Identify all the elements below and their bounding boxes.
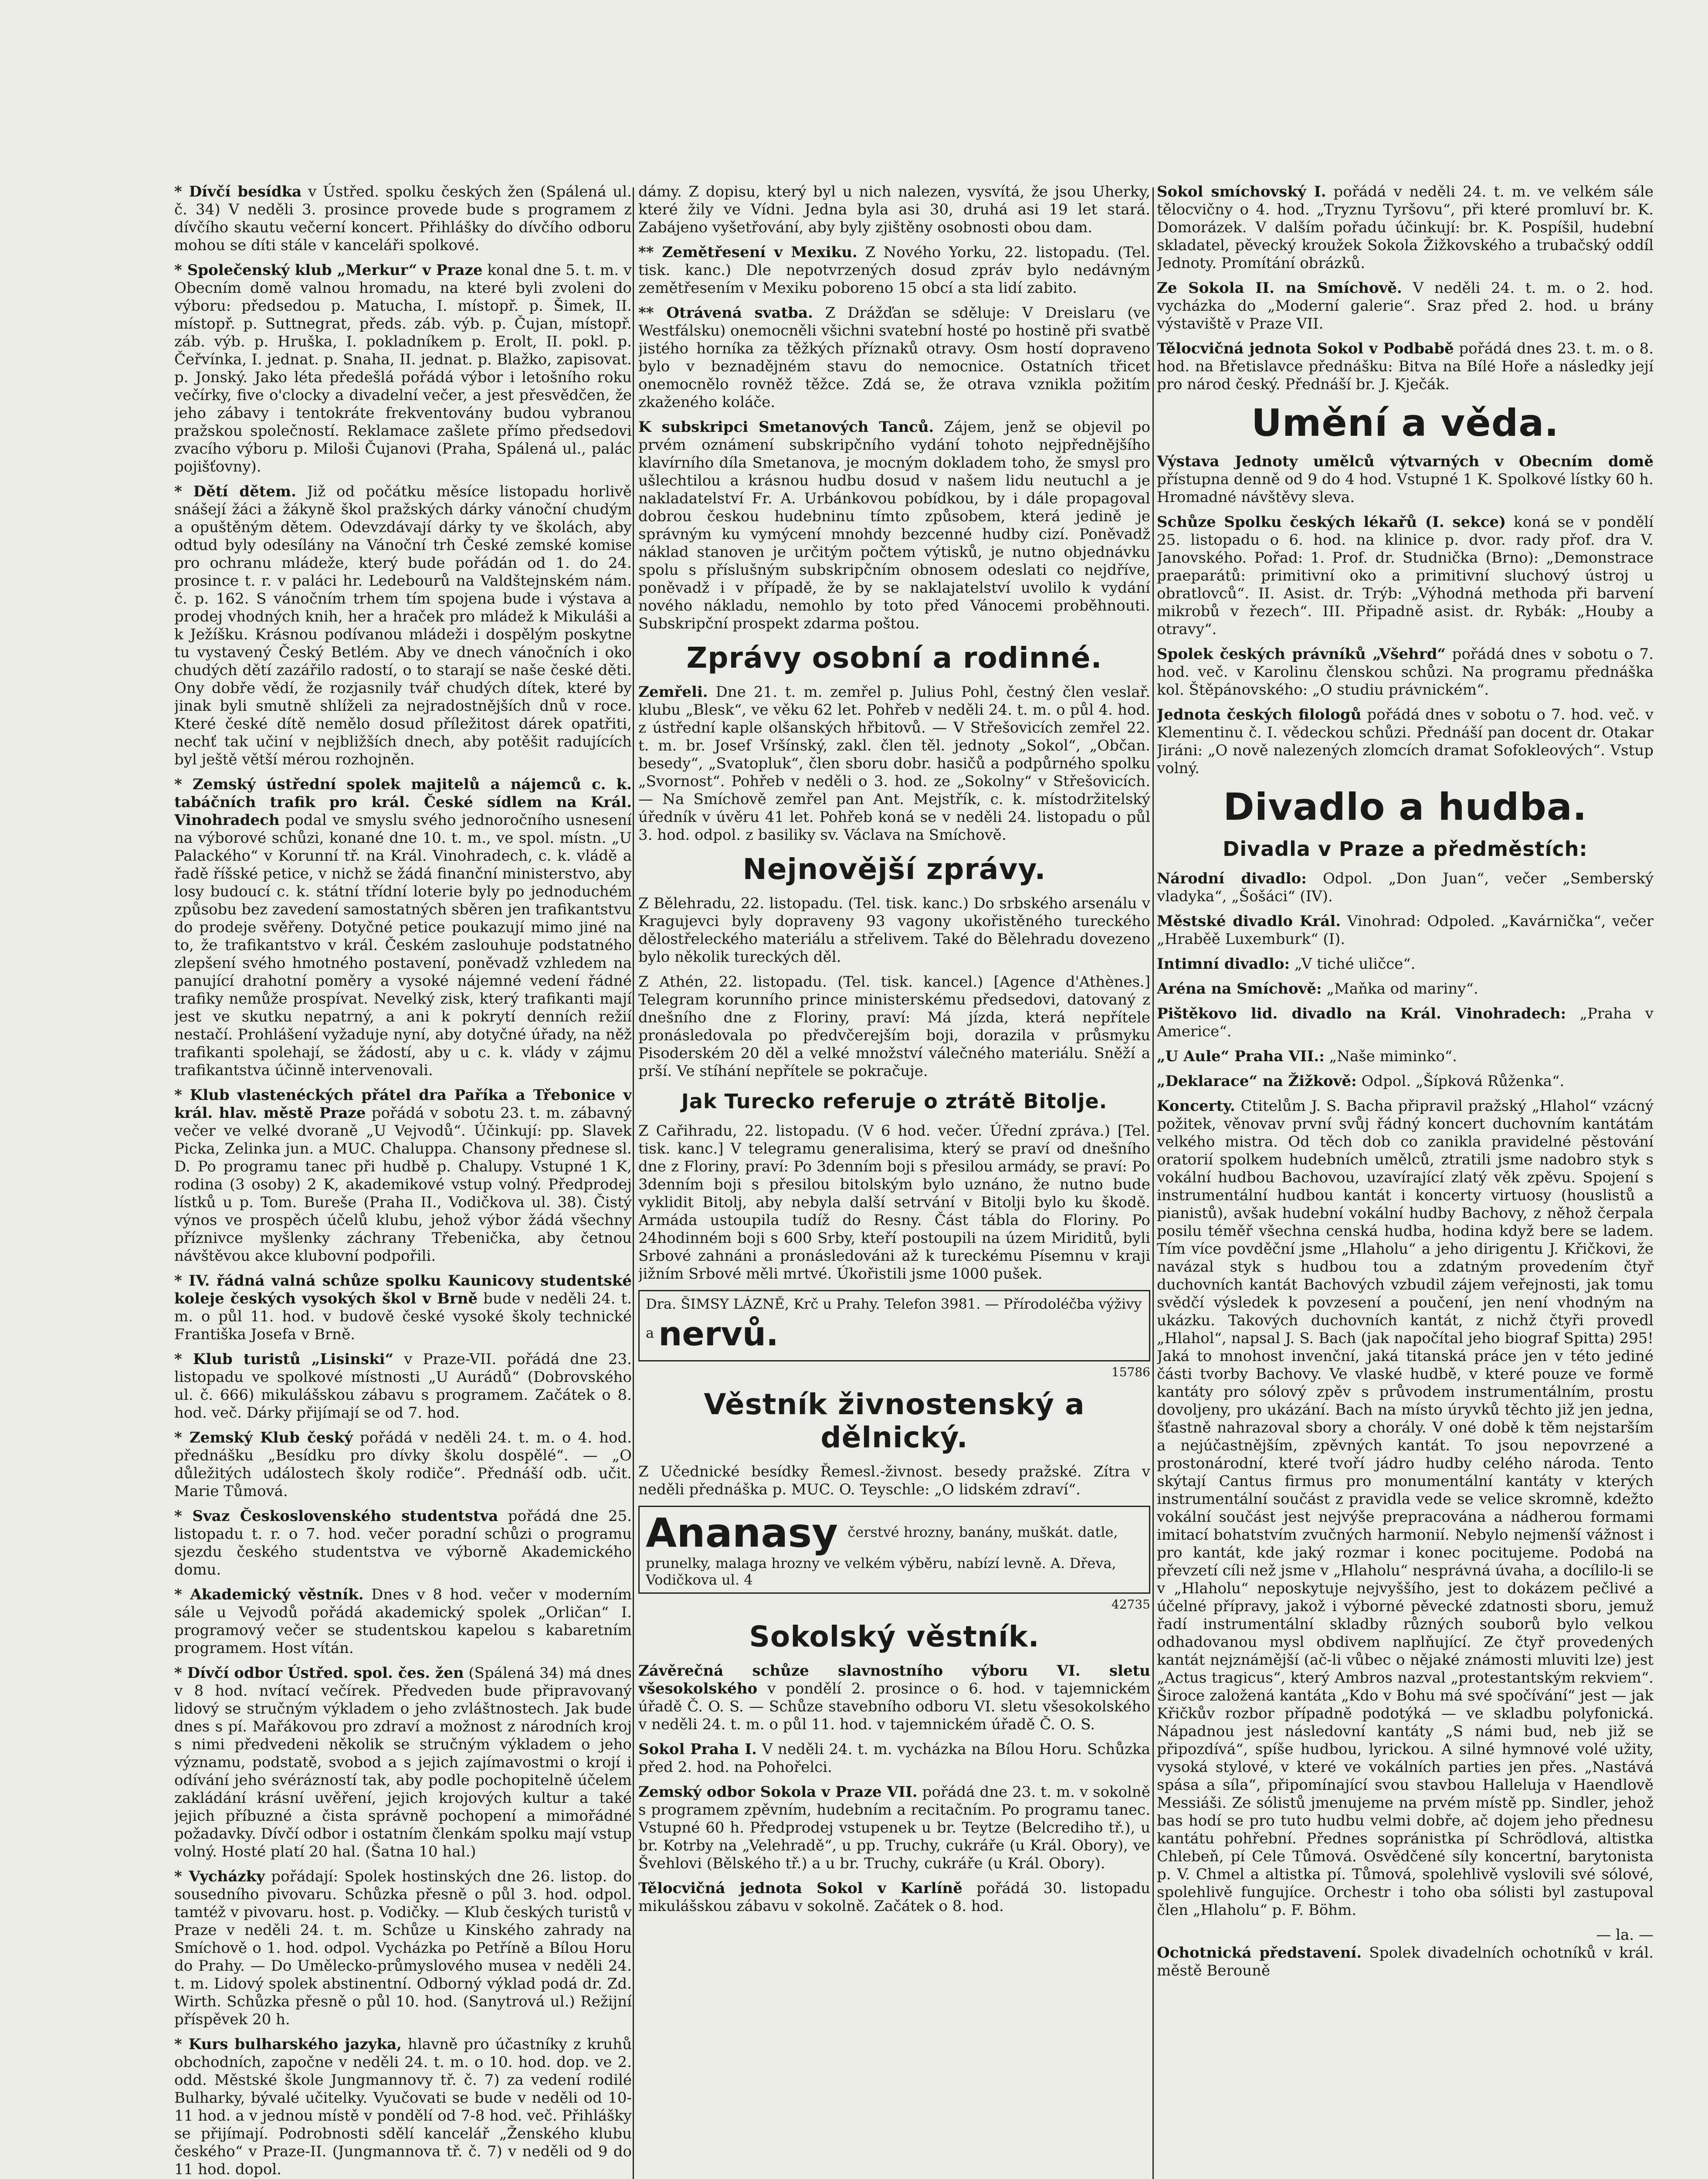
news-item-text: Vinohrad: Odpoled. „Kavárnička“, večer „Hraběě Luxemburk“ (I).: [1157, 913, 1654, 948]
news-item: [1157, 279, 1654, 333]
section-heading-turkey: Jak Turecko referuje o ztrátě Bitolje.: [681, 1090, 1108, 1113]
news-item-text: Z Bělehradu, 22. listopadu. (Tel. tisk. kanc.) Do srbského arsenálu v Kragujevci byly dopraveny 93 vagony ukořistěného tureckého dělostřeleckého materiálu a střelivem. Také do Bělehradu dovezeno bylo několik tureckých děl.: [638, 895, 1150, 966]
news-item: [1157, 340, 1654, 394]
news-item-text: Dnes v 8 hod. večer v moderním sále u Vejvodů pořádá akademický spolek „Orličan“ I. programový večer se studentskou kapelou s kabaretním programem. Host vítán.: [174, 1586, 632, 1657]
news-item-lead: Sokol Praha I.: [638, 1741, 757, 1758]
section-heading-sokol: Sokolský věstník.: [749, 1620, 1040, 1653]
column-divider: [633, 187, 634, 2179]
news-item-text: v Ústřed. spolku českých žen (Spálená ul. č. 34) V neděli 3. prosince provede bude s programem z dívčího skautu večerní koncert. Přihlášky do dívčího odboru mohou se díti stále v kanceláři spolkové.: [174, 183, 632, 254]
news-item-text: koná se v pondělí 25. listopadu o 6. hod. na klinice p. dvor. rady přof. dra V. Janovského. Pořad: 1. Prof. dr. Studnička (Brno): „Demonstrace praeparátů: primitivní oko a primitivní sluchový ústroj u obratlovců“. II. Asist. dr. Trýb: „Výhodná methoda při barvení mikrobů v řezech“. III. Připadně asist. dr. Rybák: „Houby a otravy“.: [1157, 513, 1654, 638]
news-item-text: „Praha v Americe“.: [1157, 1005, 1654, 1040]
section-heading-latest: Nejnovější zprávy.: [742, 852, 1046, 886]
news-items: [638, 183, 1150, 633]
news-item: [638, 1662, 1150, 1734]
section-heading-trade: Věstník živnostenský a dělnický.: [704, 1388, 1085, 1454]
news-item-text: v Praze-VII. pořádá dne 23. listopadu ve spolkové místnosti „U Aurádů“ (Dobrovského ul. č. 666) mikulášskou zábavu s programem. Začátek o 8. hod. več. Dárky přijímají se od 7. hod.: [174, 1351, 632, 1422]
news-item-lead: * Zemský ústřední spolek majitelů a nájemců c. k. tabáčních trafik pro král. České sídlem na Král. Vinohradech: [174, 776, 632, 829]
news-item-lead: * Dětí dětem.: [174, 483, 296, 500]
news-item-lead: K subskripci Smetanových Tanců.: [638, 418, 934, 436]
news-item-lead: Sokol smíchovský I.: [1157, 183, 1326, 200]
news-item-lead: Tělocvičná jednota Sokol v Karlíně: [638, 1880, 962, 1897]
news-item: [638, 683, 1150, 844]
news-item-lead: Městské divadlo Král.: [1157, 913, 1341, 930]
news-item-text: Z Drážďan se sděluje: V Dreislaru (ve Westfálsku) onemocněli všichni svatební hosté po hostině při svatbě jistého horníka za těžkých příznaků otravy. Osm hostí dopraveno bylo v beznadějném stavu do nemocnice. Ostatních třicet onemocnělo rovněž těžce. Zdá se, že otrava vznikla požitím zkaženého koláče.: [638, 304, 1150, 411]
news-item-text: (Spálená 34) má dnes v 8 hod. nvítací večírek. Předveden bude připravovaný lidový se stručným výkladem o jeho zvláštnostech. Jak bude dnes s pí. Mařákovou pro zdraví a možnost z národních kroj s nimi předvedeni několik se stručným výkladem o jeho významu, podstatě, svobod a s jejich zajímavostmi o krojí i odívání jeho svérázností tak, aby podle pochopitelně účelem zakládání krásní uvěření, jejich krojových kultur a také jejich příbuzné a čista správně pochopení a mimořádné požadavky. Dívčí odbor i ostatním členkám spolku mají vstup volný. Hosté platí 20 hal. (Šatna 10 hal.): [174, 1664, 632, 1860]
news-item-text: pořádá 30. listopadu mikulášskou zábavu v sokolně. Začátek o 8. hod.: [638, 1880, 1150, 1915]
column-2: [638, 183, 1150, 2179]
news-item: [638, 1880, 1150, 1915]
news-item: [638, 1463, 1150, 1499]
news-item-lead: Ochotnická představení.: [1157, 1944, 1362, 1962]
news-items: [638, 1662, 1150, 1915]
advertisement-pineapples: [638, 1506, 1150, 1594]
news-item-text: Již od počátku měsíce listopadu horlivě snášejí žáci a žákyně škol pražských dárky vánoční chudým a opuštěným dětem. Odevzdávají dárky ty ve školách, aby odtud byly odesílány na Vánoční trh České zemské komise pro ochranu mládeže, který bude pořádán od 1. do 24. prosince t. r. v paláci hr. Ledebourů na Valdštejnském nám. č. p. 162. S vánočním trhem tím spojena bude i výstava a prodej vhodných knih, her a hraček pro mládež k Mikuláši a k Ježíšku. Krásnou podívanou mládeži i dospělým poskytne tu vystavený Český Betlém. Aby ve dnech vánočních i oko chudých dětí zazářilo radostí, o to starají se naše české děti. Ony dobře vědí, že rozjasnily tvář chudých dítek, které by jinak byli smutně shlíželi za nejradostnějších dnů v roce. Které české dítě nemělo dosud příležitost dárek opatřiti, nechť tak učiní v nejbližších dnech, aby potěšit radujících byl ještě větší mérou rozhojněn.: [174, 483, 632, 768]
news-item: [1157, 706, 1654, 777]
news-item: [1157, 1048, 1654, 1066]
section-heading-personal: Zprávy osobní a rodinné.: [686, 641, 1102, 675]
news-item-text: Z Cařihradu, 22. listopadu. (V 6 hod. večer. Úřední zpráva.) [Tel. tisk. kanc.] V telegramu generalisima, který se praví od dnešního dne z Floriny, praví: Po 3denním boji s přesilou armády, se praví: Po 3denním boji s přesilou bitolským bylo uznáno, že nutno bude vyklidit Bitolj, aby nebyla další setrvání v Bitolji bylo ku škodě. Armáda ustoupila tudíž do Resny. Část tábla do Floriny. Po 24hodinném boji s 600 Srby, kteří postoupili na územ Miriditů, byli Srbové zahnáni a pronásledováni až k tureckému Písemnu v kraji jižním Srbové měli mrtvé. Úkořistili jsme 1000 pušek.: [638, 1122, 1150, 1283]
news-item-text: „V tiché uličce“.: [1294, 955, 1416, 973]
news-item: [174, 1086, 632, 1265]
news-item: [638, 895, 1150, 966]
news-item-lead: Koncerty.: [1157, 1097, 1235, 1115]
news-item-text: Spolek divadelních ochotníků v král. městě Berouně: [1157, 1944, 1654, 1979]
news-item-text: Ctitelům J. S. Bacha připravil pražský „Hlahol“ vzácný požitek, věnovav první svůj řádný koncert duchovním kantátám velkého mistra. Od těch dob co zanikla pravidelné pěstování oratorií spolkem hudebních umělců, ztratili jsme nadobro styk s vokální hudbou Bachovou, uzavírající zlatý věk zpěvu. Spojení s instrumentální hudbou kantát i koncerty virtuosy (houslistů a pianistů), avšak hudební vokální hudby Bachovy, z něhož čerpala posilu téměř všechna censká hudba, hodina když bere se ladem. Tím více povděční jsme „Hlaholu“ a jeho dirigentu J. Křičkovi, že navázal styk s hudbou tou a zdatným provedením čtyř duchovních kantát Bachových vzbudil zájem veřejnosti, jak tomu svědčí výsledek k povzesení a poučení, jen není vhodným na ukázku. Takových duchovních kantát, z nichž čtyři provedl „Hlahol“, napsal J. S. Bach (jak napočítal jeho biograf Spitta) 295! Jaká to mnohost invenční, jaká titanská práce jen v této jediné části tvorby Bachovy. Ve vlaské hudbě, v které pouze ve formě kantáty pro sólový zpěv s průvodem instrumentálním, prostu dovoljeny, pro ukázání. Bach na místo úryvků těchto již jen jedna, šťastně nahrazoval sbory a chorály. V oné době k těm nejstarším a nejúčastnějším, zpěvných kantát. To jsou nepovrzené a prostonárodní, které tvoří jádro hudby celého národa. Tento skýtají Cantus firmus pro monumentální kantáty v kterých instrumentální součást z pravidla vede se velice skromně, kdežto vokální součást jest nejvýše prepracována a nádherou formami imitací bohatstvím zvučných harmonií. Nebylo nejmenší vážnost i pro kantát, kde jaký rozmar i konec pocitujeme. Podobá na převzetí cíli než jsme v „Hlaholu“ nesprávná úvaha, a docílilo-li se v „Hlaholu“ neposkytuje nejvyššího, jest to dokázem pečlivé a účelné přípravy, jakož i výborné pěvecké zdatnosti sboru, jemuž řadí instrumentální skladby různých souborů bylo velkou odhadovanou mysl obdivem naplňující. Ze čtyř provedených kantát nejznámější (ač-li vůbec o nějaké známosti mluviti lze) jest „Actus tragicus“, který Ambros nazval „protestantským rekviem“. Široce založená kantáta „Kdo v Bohu má své spočívání“ jest — jak Křičkův rozbor případně podotýká — ve skladbu polyfonická. Nápadnou jest následovní kantáty „S námi bud, neb již se připozdívá“, spíše hudbou, lyrickou. A silné hymnové volé užity, vysoká stylové, v které ve vokálních parties jen přes. „Nastává spása a síla“, připomínající svou stavbou Halleluja v Haendlově Messiáši. Ze sólistů jmenujeme na prvém místě pp. Sindler, jehož bas hodí se pro tuto hudbu velmi dobře, ač dojem jeho přednesu kantátu pohřební. Přednes sopránistka pí Schrödlová, altistka Chlebeň, pí Cele Tůmová. Osvědčené síly koncertní, barytonista p. V. Chmel a altistka pí. Tůmová, spolehlivě vyslovili své sólové, spolehlivě fungujíce. Orchestr i toho oba sólisti byl zastupoval člen „Hlaholu“ p. F. Böhm.: [1157, 1097, 1654, 1919]
news-item: [638, 304, 1150, 411]
news-item-lead: * Klub vlastenéckých přátel dra Paříka a Třebonice v král. hlav. městě Praze: [174, 1086, 632, 1122]
news-item: [174, 483, 632, 769]
news-item-lead: * Akademický věstník.: [174, 1586, 364, 1603]
column-1: [174, 183, 632, 2179]
news-item: [1157, 1944, 1654, 1980]
ad-text: Dra. ŠIMSY LÁZNĚ, Krč u Prahy. Telefon 3981. — Přírodoléčba výživy a: [646, 1296, 1142, 1341]
news-item-text: dámy. Z dopisu, který byl u nich nalezen, vysvítá, že jsou Uherky, které žily ve Vídni. Jedna byla asi 30, druhá asi 19 let stará. Zabájeno vyšetřování, aby byly zjištěny osobnosti obou dam.: [638, 183, 1150, 236]
news-item-text: pořádá v neděli 24. t. m. ve velkém sále tělocvičny o 4. hod. „Tryznu Tyršovu“, při které promluví br. K. Domorázek. V dalším pořadu účinkují: br. K. Pospíšil, hudební skladatel, pěvecký kroužek Sokola Žižkovského a trubačský oddíl Jednoty. Promítání obrázků.: [1157, 183, 1654, 272]
news-item-text: podal ve smyslu svého jednoročního usnesení na výborové schůzi, konané dne 10. t. m., ve spol. místn. „U Palackého“ v Korunní tř. na Král. Vinohradech, c. k. vládě a řadě říšské petice, v nichž se žádá finanční ministerstvo, aby losy budoucí c. k. státní třídní loterie byly po jednoduchém způsobu bez zavedení samostatných sběren jen trafikantstvu do prodeje svěřeny. Dotyčné petice poukazují mimo jiné na to, že trafikantstvo v král. Českém zaslouhuje podstatného zlepšení svého hmotného postavení, poněvadž vzhledem na panující drahotní poměry a vysoké nájemné vedení řádné trafiky nemůže prospívat. Nevelký zisk, který trafikanti mají jest ve skutku nepatrný, a ani k pokrytí denních režií nestačí. Prohlášení vyžaduje nyní, aby dotyčné úřady, na něž trafikanti spolehají, se žádostí, aby u c. k. vlády v zájmu trafikantstva účinně intervenovali.: [174, 811, 632, 1079]
news-item-lead: * Společenský klub „Merkur“ v Praze: [174, 261, 483, 279]
news-item: [1157, 183, 1654, 272]
news-item-lead: Pištěkovo lid. divadlo na Král. Vinohradech:: [1157, 1005, 1566, 1022]
news-item-text: pořádá dnes v sobotu o 7. hod. več. v Karolinu členskou schůzi. Na programu přednáška kol. Štěpánovského: „O studiu právnickém“.: [1157, 645, 1654, 699]
news-item-text: hlavně pro účastníky z kruhů obchodních, započne v neděli 24. t. m. o 10. hod. dop. ve 2. odd. Městské škole Jungmannovy tř. č. 7) za vedení rodilé Bulharky, bývalé učitelky. Vyučovati se bude v neděli od 10-11 hod. a v jednou místě v pondělí od 7-8 hod. več. Přihlášky se přijímají. Podrobnosti sdělí kancelář „Ženského klubu českého“ v Praze-II. (Jungmannova tř. č. 7) v neděli od 9 do 11 hod. dopol.: [174, 2036, 632, 2178]
news-item-text: pořádá dne 23. t. m. v sokolně s programem zpěvním, hudebním a recitačním. Po programu tanec. Vstupné 60 h. Předprodej vstupenek u br. Teytze (Belcrediho tř.), u br. Kotrby na „Velehradě“, u pp. Truchy, cukráře (u Král. Obory), ve Švehlovi (Bělského tř.) a u br. Truchy, cukráře (u Král. Obory).: [638, 1783, 1150, 1872]
advertisement-spa: [638, 1290, 1150, 1361]
news-item-text: přístupna denně od 9 do 4 hod. Vstupné 1 K. Spolkové lístky 60 h. Hromadné návštěvy sleva.: [1157, 471, 1654, 506]
news-item: [174, 2036, 632, 2179]
news-item-lead: * Dívčí odbor Ústřed. spol. čes. žen: [174, 1664, 464, 1682]
news-item: [1157, 955, 1654, 973]
news-item-text: pořádá dnes v sobotu o 7. hod. več. v Klementinu č. I. vědeckou schůzi. Přednáší pan docent dr. Otakar Jiráni: „O nově nalezených zlomcích dramat Sofokleových“. Vstup volný.: [1157, 706, 1654, 777]
signature: — la. —: [1596, 1926, 1654, 1944]
news-item-lead: Ze Sokola II. na Smíchově.: [1157, 279, 1402, 297]
news-item-text: Z Nového Yorku, 22. listopadu. (Tel. tisk. kanc.) Dle nepotvrzených dosud zpráv bylo nedávným zemětřesením v Mexiku poboreno 15 obcí a sta lidí zabito.: [638, 244, 1150, 297]
news-item: [1157, 913, 1654, 948]
news-item-text: bude v neděli 24. t. m. o půl 11. hod. v budově české vysoké školy technické Františka Josefa v Brně.: [174, 1290, 632, 1343]
news-items: [638, 1463, 1150, 1499]
news-item-text: Odpol. „Don Juan“, večer „Semberský vladyka“, „Šošáci“ (IV).: [1157, 870, 1654, 905]
news-item-lead: Zemřeli.: [638, 683, 708, 701]
news-item-text: pořádá dne 25. listopadu t. r. o 7. hod. večer poradní schůzi o programu sjezdu českého studentstva ve výborně Akademického domu.: [174, 1507, 632, 1578]
ad-number: 15786: [1111, 1365, 1150, 1379]
news-item-lead: Schůze Spolku českých lékařů (I. sekce): [1157, 513, 1506, 531]
news-items: [174, 183, 632, 2179]
news-item: [1157, 1005, 1654, 1041]
news-item: [174, 1507, 632, 1579]
news-item-lead: Zemský odbor Sokola v Praze VII.: [638, 1783, 918, 1801]
news-item-lead: Závěrečná schůze slavnostního výboru VI. sletu všesokolského: [638, 1662, 1150, 1697]
news-item: [1157, 980, 1654, 998]
news-item: [1157, 1097, 1654, 1919]
news-item-text: Odpol. „Šípková Růženka“.: [1361, 1073, 1565, 1090]
news-item: [1157, 645, 1654, 699]
news-item: [174, 261, 632, 476]
news-item-lead: * Vycházky: [174, 1868, 265, 1885]
news-item-lead: * Zemský Klub český: [174, 1429, 353, 1446]
news-items: [1157, 453, 1654, 777]
news-item: [174, 1272, 632, 1344]
news-item-text: v pondělí 2. prosince o 6. hod. v tajemnickém úřadě Č. O. S. — Schůze stavebního odboru VI. sletu všesokolského v neděli 24. t. m. o půl 11. hod. v tajemnickém úřadě Č. O. S.: [638, 1680, 1150, 1733]
news-item-text: pořádá v sobotu 23. t. m. zábavný večer ve velké dvoraně „U Vejvodů“. Účinkují: pp. Slavek Picka, Zelinka jun. a MUC. Chaluppa. Chansony přednese sl. D. Po programu tanec při hudbě p. Chalupy. Vstupné 1 K, rodina (3 osoby) 2 K, akademikové vstup volný. Předprodej lístků u p. Tom. Bureše (Praha II., Vodičkova ul. 38). Čistý výnos ve prospěch účelů klubu, jehož výbor žádá všechny příznivce myšlenky záchrany Třebenička, aby četnou návštěvou akce klubovní podpořili.: [174, 1104, 632, 1265]
news-items: [638, 683, 1150, 844]
news-item: [174, 183, 632, 255]
news-item-text: pořádá dnes 23. t. m. o 8. hod. na Břetislavce přednášku: Bitva na Bílé Hoře a následky její pro národ český. Přednáší br. J. Kječák.: [1157, 340, 1654, 393]
news-item-lead: „U Aule“ Praha VII.:: [1157, 1048, 1325, 1065]
news-item-text: „Naše miminko“.: [1329, 1048, 1457, 1065]
news-item-text: pořádají: Spolek hostinských dne 26. listop. do sousedního pivovaru. Schůzka přesně o půl 3. hod. odpol. tamtéž v pivovaru. host. p. Vodičky. — Klub českých turistů v Praze v neděli 24. t. m. Schůze u Kinského zahrady na Smíchově o 1. hod. odpol. Vycházka po Petříně a Bílou Horu do Prahy. — Do Umělecko-průmyslového musea v neděli 24. t. m. Lidový spolek abstinentní. Odborný výklad podá dr. Zd. Wirth. Schůzka přesně o půl 10. hod. (Sanytrová ul.) Režijní příspěvek 20 h.: [174, 1868, 632, 2028]
news-item-lead: Národní divadlo:: [1157, 870, 1307, 887]
news-item-lead: ** Zemětřesení v Mexiku.: [638, 244, 857, 261]
news-item-text: konal dne 5. t. m. v Obecním domě valnou hromadu, na které byli zvoleni do výboru: předsedou p. Matucha, I. místopř. p. Šimek, II. místopř. p. Suttnegrat, předs. záb. výb. p. Čujan, místopř. záb. výb. p. Hruška, I. pokladníkem p. Erolt, II. pokl. p. Čeřvínka, I. jednat. p. Snaha, II. jednat. p. Blažko, zapisovat. p. Jonský. Jako léta předešlá pořádá výbor i letošního roku večírky, five o'clocky a divadelní večer, a jest přesvědčen, že jeho zábavy i tentokráte frekventovány budou vybranou pražskou společností. Reklamace zašlete přímo předsedovi zvacího výboru p. Miloši Čujanovi (Praha, Spálená ul., palác pojišťovny).: [174, 261, 632, 475]
news-item: [1157, 870, 1654, 906]
news-item-text: Dne 21. t. m. zemřel p. Julius Pohl, čestný člen veslař. klubu „Blesk“, ve věku 62 let. Pohřeb v neděli 24. t. m. o půl 4. hod. z ústřední kaple olšanských hřbitovů. — V Střešovicích zemřel 22. t. m. br. Josef Vršínský, zakl. člen těl. jednoty „Sokol“, „Občan. besedy“, „Svatopluk“, člen sboru dobr. hasičů a podpůrného spolku „Svornost“. Pohřeb v neděli o 3. hod. ze „Sokolny“ v Střešovicích. — Na Smíchově zemřel pan Ant. Mejstřík, c. k. místodržitelský úředník v úvěru 41 let. Pohřeb koná se v neděli 24. listopadu o půl 3. hod. odpol. z basiliky sv. Václava na Smíchově.: [638, 683, 1150, 844]
ad-headline: nervů.: [658, 1314, 779, 1353]
subheading-theatres: Divadla v Praze a předměstích:: [1223, 837, 1588, 861]
news-item-text: V neděli 24. t. m. vycházka na Bílou Horu. Schůzka před 2. hod. na Pohořelci.: [638, 1741, 1150, 1776]
ad-number: 42735: [1111, 1597, 1150, 1612]
news-items: [1157, 1944, 1654, 1980]
news-items: [1157, 183, 1654, 394]
news-item-text: V neděli 24. t. m. o 2. hod. vycházka do „Moderní galerie“. Sraz před 2. hod. u brány výstaviště v Praze VII.: [1157, 279, 1654, 333]
news-item: [638, 1122, 1150, 1283]
news-item-text: „Maňka od mariny“.: [1326, 980, 1478, 998]
news-items: [1157, 870, 1654, 1919]
news-item-lead: Aréna na Smíchově:: [1157, 980, 1322, 998]
ad-text: čerstvé hrozny, banány, muškát. datle, prunelky, malaga hrozny ve velkém výběru, nabízí levně. A. Dřeva, Vodičkova ul. 4: [646, 1524, 1118, 1588]
news-item-lead: ** Otrávená svatba.: [638, 304, 813, 322]
news-item: [1157, 513, 1654, 638]
ad-headline: Ananasy: [646, 1510, 838, 1556]
news-item-text: pořádá v neděli 24. t. m. o 4. hod. přednášku „Besídku pro dívky školu dospělé“. — „O důležitých událostech školy rodiče“. Přednáší odb. učit. Marie Tůmová.: [174, 1429, 632, 1500]
news-item-text: Z Athén, 22. listopadu. (Tel. tisk. kancel.) [Agence d'Athènes.] Telegram korunního prince ministerskému předsedovi, datovaný z dnešního dne z Floriny, praví: Má jízda, která nepřítele pronásledovala po předvčerejším boji, dorazila v průsmyku Pisoderském 20 děl a velké množství válečného materiálu. Sněží a prší. Ve stíhání nepřítele se pokračuje.: [638, 973, 1150, 1080]
section-heading-arts: Umění a věda.: [1251, 401, 1559, 445]
news-item: [1157, 453, 1654, 506]
news-item: [174, 1351, 632, 1422]
news-item-text: Zájem, jenž se objevil po prvém oznámení subskripčního vydání tohoto nejpřednějšího klavírního díla Smetanova, je mocným dokladem toho, že smysl pro ušlechtilou a krásnou hudbu dosud v našem lidu neutuchl a je nakladatelství Fr. A. Urbánkovou pobídkou, by i dále propagoval dobrou českou hudebninu tímto způsobem, která jedině je správným ku vymýcení mnohdy bezcenné hudby cizí. Poněvadž náklad stanoven je určitým počtem výtisků, je nutno objednávku spolu s příslušným subskripčním obnosem odeslati co nejdříve, poněvadž i v případě, že by se naklajatelství uvolilo k vydání nového nákladu, nemohlo by toto před Vánocemi proběhnouti. Subskripční prospekt zdarma poštou.: [638, 418, 1150, 632]
news-item: [174, 1868, 632, 2029]
news-item-lead: * Dívčí besídka: [174, 183, 302, 200]
news-item-lead: „Deklarace“ na Žižkově:: [1157, 1073, 1357, 1090]
news-item: [638, 1741, 1150, 1776]
news-item: [174, 776, 632, 1079]
news-item: [1157, 1073, 1654, 1090]
section-heading-theatre: Divadlo a hudba.: [1223, 785, 1587, 829]
news-item: [638, 973, 1150, 1080]
news-item-text: Z Učednické besídky Řemesl.-živnost. besedy pražské. Zítra v neděli přednáška p. MUC. O. Teyschle: „O lidském zdraví“.: [638, 1463, 1150, 1498]
news-item-lead: Spolek českých právníků „Všehrd“: [1157, 645, 1446, 663]
news-item-lead: Výstava Jednoty umělců výtvarných v Obecním domě: [1157, 453, 1654, 470]
news-item-lead: Intimní divadlo:: [1157, 955, 1290, 973]
news-item-lead: Tělocvičná jednota Sokol v Podbabě: [1157, 340, 1454, 357]
news-items: [638, 1122, 1150, 1283]
news-item: [638, 418, 1150, 633]
news-item: [638, 1783, 1150, 1873]
news-item-lead: * Svaz Československého studentstva: [174, 1507, 498, 1525]
column-divider: [1152, 187, 1154, 2179]
news-item-lead: * Klub turistů „Lisinski“: [174, 1351, 394, 1368]
column-3: [1157, 183, 1654, 2179]
news-item: [638, 183, 1150, 237]
news-item: [174, 1586, 632, 1657]
news-item-lead: * Kurs bulharského jazyka,: [174, 2036, 402, 2053]
news-item-lead: * IV. řádná valná schůze spolku Kaunicovy studentské koleje českých vysokých škol v Brně: [174, 1272, 632, 1307]
news-item: [638, 244, 1150, 297]
news-item-lead: Jednota českých filologů: [1157, 706, 1362, 723]
news-items: [638, 895, 1150, 1080]
news-item: [174, 1664, 632, 1861]
news-item: [174, 1429, 632, 1500]
